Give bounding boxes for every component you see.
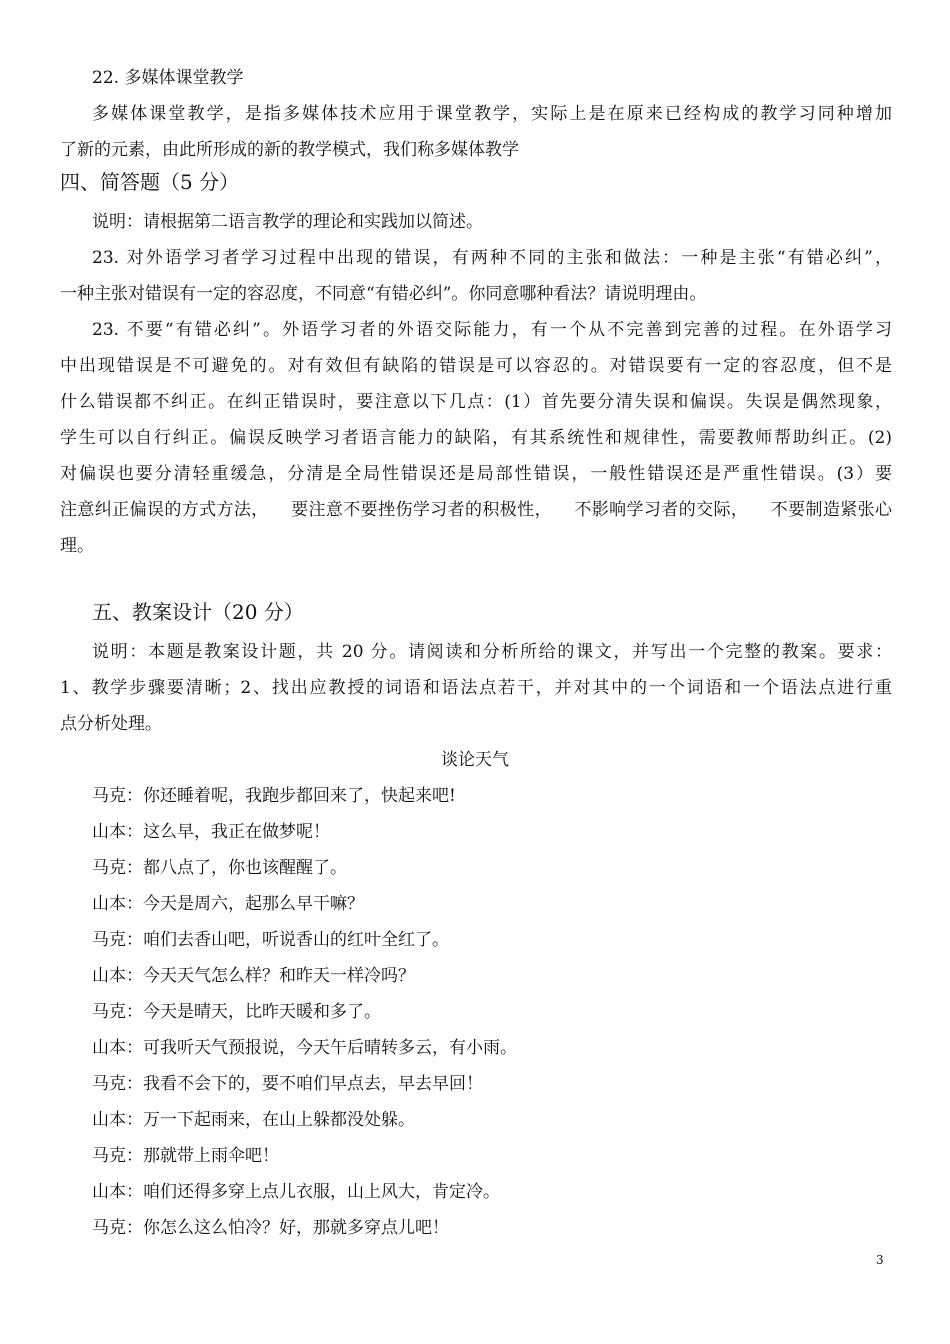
- dialogue-line: 山本：今天天气怎么样？和昨天一样冷吗？: [92, 966, 415, 986]
- section4-answer-line: [60, 498, 892, 522]
- dialogue-line: 马克：今天是晴天，比昨天暖和多了。: [92, 1002, 381, 1022]
- dialogue-line: 马克：都八点了，你也该醒醒了。: [92, 858, 347, 878]
- section4-answer-line: 23. 不要“有错必纠”。外语学习者的外语交际能力，有一个从不完善到完善的过程。在外语学习: [92, 320, 892, 340]
- section5-instruction-line: 说明：本题是教案设计题，共 20 分。请阅读和分析所给的课文，并写出一个完整的教案。要求：: [92, 642, 892, 662]
- dialogue-line: 马克：你还睡着呢，我跑步都回来了，快起来吧!: [92, 786, 456, 806]
- section4-answer-line: 中出现错误是不可避免的。对有效但有缺陷的错误是可以容忍的。对错误要有一定的容忍度，但不是: [60, 356, 892, 376]
- dialogue-line: 马克：那就带上雨伞吧！: [92, 1146, 279, 1166]
- section4-answer-line: 学生可以自行纠正。偏误反映学习者语言能力的缺陷，有其系统性和规律性，需要教师帮助纠正。(2): [60, 428, 892, 448]
- dialogue-line: 山本：今天是周六，起那么早干嘛？: [92, 894, 364, 914]
- q22-answer-line: 多媒体课堂教学，是指多媒体技术应用于课堂教学，实际上是在原来已经构成的教学习同种增加: [92, 104, 892, 124]
- answer-part: 要注意不要挫伤学习者的积极性，: [290, 500, 552, 520]
- section5-instruction-line: 1、教学步骤要清晰；2、找出应教授的词语和语法点若干，并对其中的一个词语和一个语法点进行重: [60, 678, 892, 698]
- answer-part: 不要制造紧张心: [770, 500, 893, 520]
- dialogue-line: 马克：你怎么这么怕冷？好，那就多穿点儿吧！: [92, 1218, 449, 1238]
- dialogue-line: 山本：咱们还得多穿上点儿衣服，山上风大，肯定冷。: [92, 1182, 500, 1202]
- dialogue-line: 马克：咱们去香山吧，听说香山的红叶全红了。: [92, 930, 449, 950]
- dialogue-line: 山本：这么早，我正在做梦呢！: [92, 822, 330, 842]
- section4-heading: 四、简答题（5 分）: [60, 170, 240, 194]
- lesson-text-title: 谈论天气: [441, 750, 509, 770]
- q22-answer-line: 了新的元素，由此所形成的新的教学模式，我们称多媒体教学: [60, 140, 519, 160]
- section4-question-line: 23. 对外语学习者学习过程中出现的错误，有两种不同的主张和做法：一种是主张“有错必纠”，: [92, 248, 892, 268]
- answer-part: 注意纠正偏误的方式方法，: [60, 500, 269, 520]
- section4-instruction: 说明：请根据第二语言教学的理论和实践加以简述。: [92, 212, 483, 232]
- section4-answer-end: 理。: [60, 536, 94, 556]
- section4-answer-line: 什么错误都不纠正。在纠正错误时，要注意以下几点：(1）首先要分清失误和偏误。失误是偶然现象，: [60, 392, 892, 412]
- q22-title: 22. 多媒体课堂教学: [92, 68, 244, 88]
- section5-instruction-line: 点分析处理。: [60, 714, 162, 734]
- dialogue-line: 山本：万一下起雨来，在山上躲都没处躲。: [92, 1110, 415, 1130]
- section4-question-line: 一种主张对错误有一定的容忍度，不同意“有错必纠”。你同意哪种看法？请说明理由。: [60, 284, 707, 304]
- answer-part: 不影响学习者的交际，: [573, 500, 749, 520]
- page-number: 3: [876, 1253, 884, 1267]
- section4-answer-line: 对偏误也要分清轻重缓急，分清是全局性错误还是局部性错误，一般性错误还是严重性错误。(3）要: [60, 464, 892, 484]
- section5-heading: 五、教案设计（20 分）: [92, 600, 304, 624]
- dialogue-line: 马克：我看不会下的，要不咱们早点去，早去早回！: [92, 1074, 483, 1094]
- dialogue-line: 山本：可我听天气预报说，今天午后晴转多云，有小雨。: [92, 1038, 517, 1058]
